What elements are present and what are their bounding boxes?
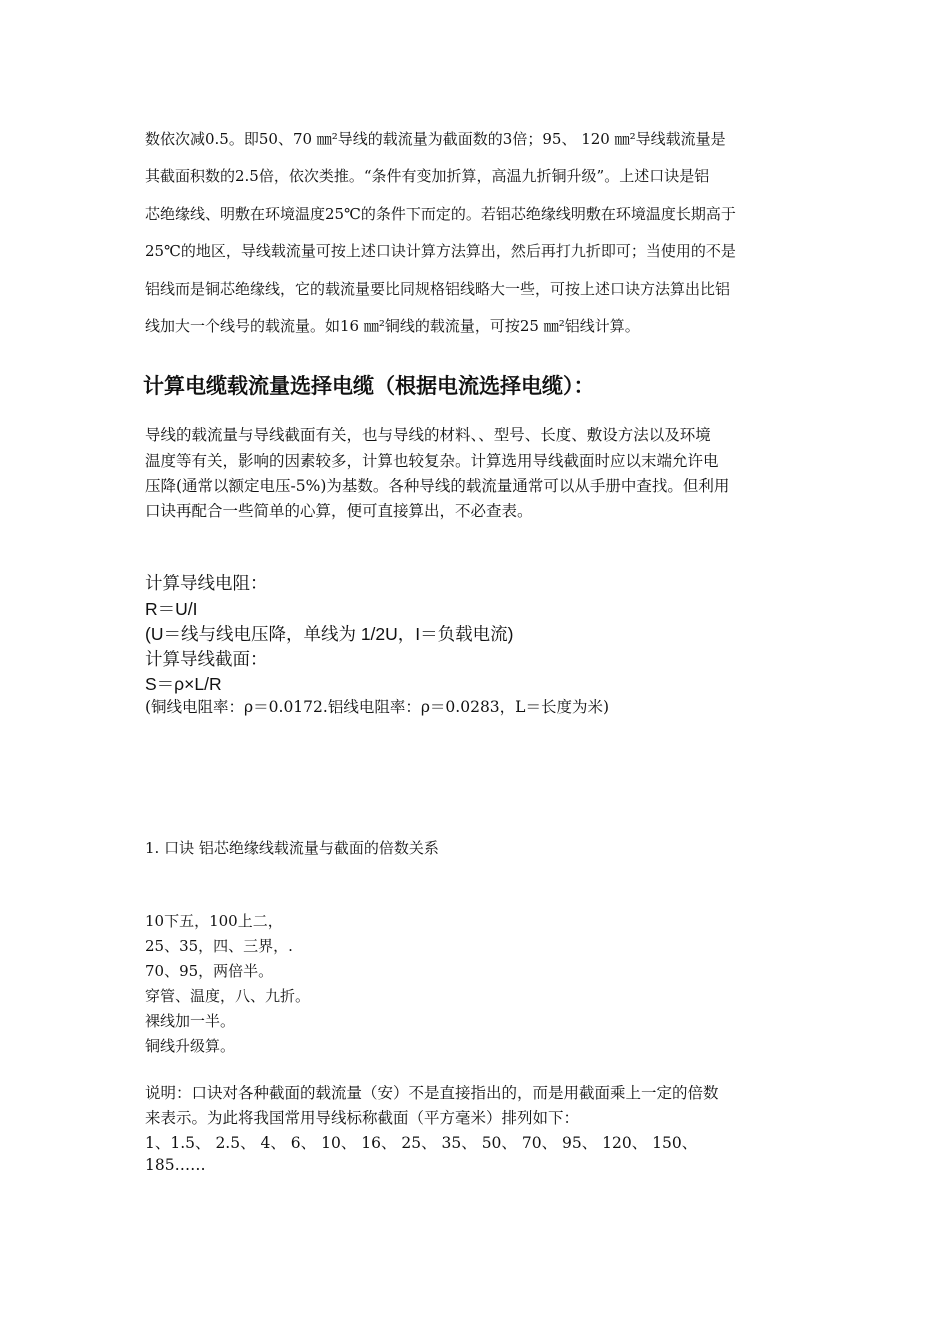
explanation-line: 来表示。为此将我国常用导线标称截面（平方毫米）排列如下： bbox=[145, 1109, 580, 1127]
paragraph-line: 铝线而是铜芯绝缘线，它的载流量要比同规格铝线略大一些，可按上述口诀方法算出比铝 bbox=[145, 280, 731, 298]
mnemonic-line: 穿管、温度，八、九折。 bbox=[145, 987, 311, 1005]
mnemonic-title: 1. 口诀 铝芯绝缘线载流量与截面的倍数关系 bbox=[145, 839, 439, 857]
paragraph-line: 25℃的地区，导线载流量可按上述口诀计算方法算出，然后再打九折即可；当使用的不是 bbox=[145, 242, 736, 260]
explanation-line: 185…… bbox=[145, 1156, 206, 1174]
paragraph-line: 导线的载流量与导线截面有关，也与导线的材料、、型号、长度、敷设方法以及环境 bbox=[145, 426, 711, 444]
paragraph-line: 数依次减0.5。即50、70 ㎜²导线的载流量为截面数的3倍；95、 120 ㎜²导线载流量是 bbox=[145, 130, 726, 148]
section-formula-title: 计算导线截面： bbox=[145, 649, 268, 669]
mnemonic-line: 裸线加一半。 bbox=[145, 1012, 236, 1030]
mnemonic-line: 70、95，两倍半。 bbox=[145, 962, 274, 980]
resistance-note: (U＝线与线电压降，单线为 1/2U，I＝负载电流) bbox=[145, 624, 514, 644]
paragraph-line: 口诀再配合一些简单的心算，便可直接算出，不必查表。 bbox=[145, 502, 533, 520]
resistivity-note: (铜线电阻率：ρ＝0.0172.铝线电阻率：ρ＝0.0283，L＝长度为米) bbox=[145, 698, 610, 716]
paragraph-line: 温度等有关，影响的因素较多，计算也较复杂。计算选用导线截面时应以末端允许电 bbox=[145, 452, 719, 470]
section-formula: S＝ρ×L/R bbox=[145, 674, 222, 694]
paragraph-line: 其截面积数的2.5倍，依次类推。“条件有变加折算，高温九折铜升级”。上述口诀是铝 bbox=[145, 167, 710, 185]
explanation-line: 1、1.5、 2.5、 4、 6、 10、 16、 25、 35、 50、 70、 95、 120、 150、 bbox=[145, 1134, 698, 1152]
resistance-title: 计算导线电阻： bbox=[145, 573, 268, 593]
explanation-line: 说明：口诀对各种截面的载流量（安）不是直接指出的，而是用截面乘上一定的倍数 bbox=[145, 1084, 719, 1102]
mnemonic-line: 铜线升级算。 bbox=[145, 1037, 236, 1055]
resistance-formula: R＝U/I bbox=[145, 599, 198, 619]
paragraph-line: 线加大一个线号的载流量。如16 ㎜²铜线的载流量，可按25 ㎜²铝线计算。 bbox=[145, 317, 640, 335]
paragraph-line: 压降(通常以额定电压-5%)为基数。各种导线的载流量通常可以从手册中查找。但利用 bbox=[145, 477, 730, 495]
mnemonic-line: 10下五，100上二， bbox=[145, 912, 283, 930]
mnemonic-line: 25、35，四、三界，. bbox=[145, 937, 293, 955]
paragraph-line: 芯绝缘线、明敷在环境温度25℃的条件下而定的。若铝芯绝缘线明敷在环境温度长期高于 bbox=[145, 205, 736, 223]
section-heading: 计算电缆载流量选择电缆（根据电流选择电缆）： bbox=[143, 375, 595, 398]
